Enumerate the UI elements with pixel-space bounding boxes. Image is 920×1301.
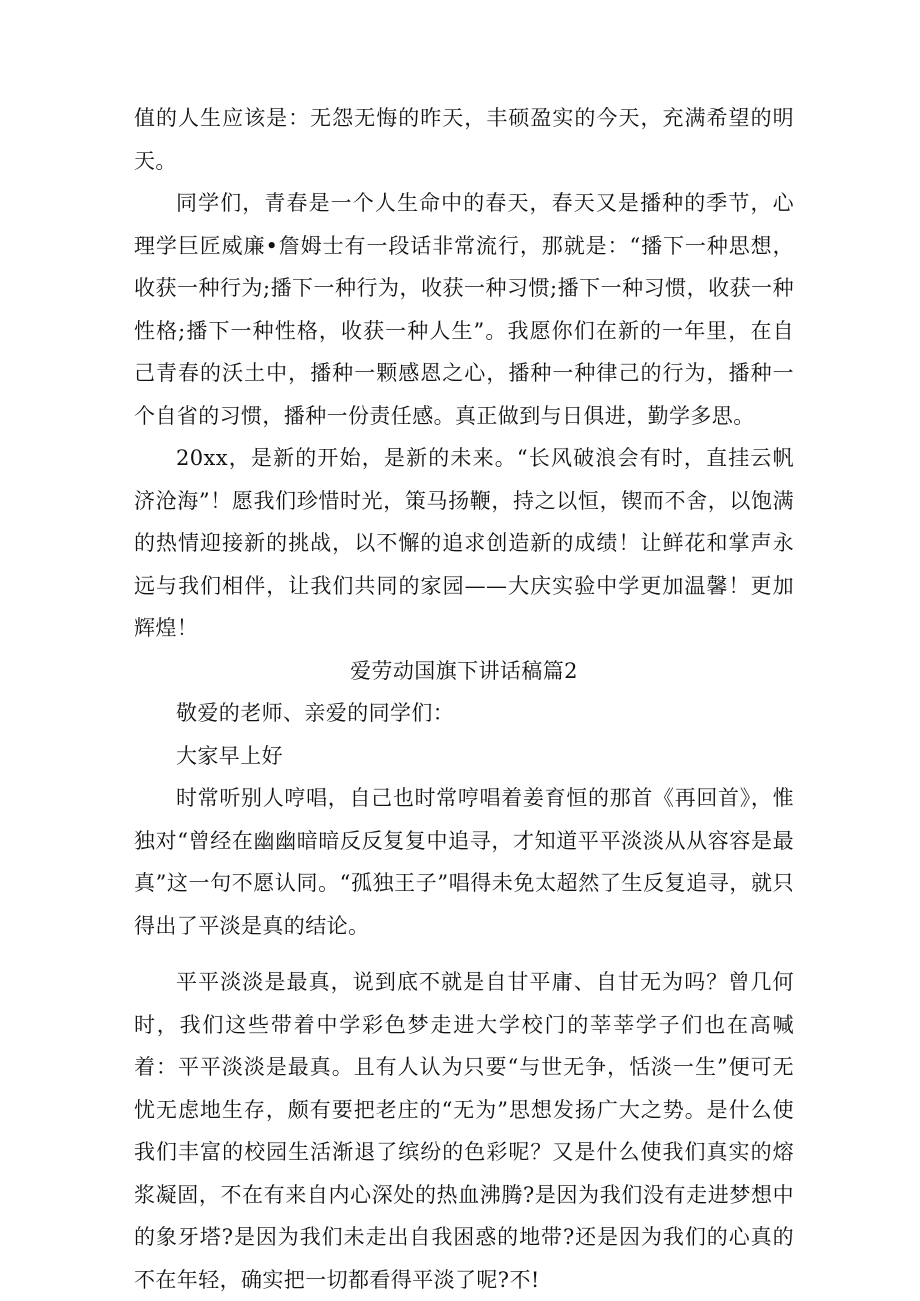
paragraph-song: 时常听别人哼唱，自己也时常哼唱着姜育恒的那首《再回首》，惟独对“曾经在幽幽暗暗反反复复中追寻，才知道平平淡淡从从容容是最真”这一句不愿认同。“孤独王子”唱得未免太超然了生反复追寻，就只得出了平淡是真的结论。 (134, 786, 794, 938)
paragraph-youth: 同学们，青春是一个人生命中的春天，春天又是播种的季节，心理学巨匠威廉•詹姆士有一段话非常流行，那就是：“播下一种思想，收获一种行为;播下一种行为，收获一种习惯;播下一种习惯，收获一种性格;播下一种性格，收获一种人生”。我愿你们在新的一年里，在自己青春的沃土中，播种一颗感恩之心，播种一种律己的行为，播种一个自省的习惯，播种一份责任感。真正做到与日俱进，勤学多思。 (134, 191, 794, 428)
paragraph-plainness: 平平淡淡是最真，说到底不就是自甘平庸、自甘无为吗？曾几何时，我们这些带着中学彩色梦走进大学校门的莘莘学子们也在高喊着：平平淡淡是最真。且有人认为只要“与世无争，恬淡一生”便可无忧无虑地生存，颇有要把老庄的“无为”思想发扬广大之势。是什么使我们丰富的校园生活渐退了缤纷的色彩呢？又是什么使我们真实的熔浆凝固，不在有来自内心深处的热血沸腾?是因为我们没有走进梦想中的象牙塔?是因为我们未走出自我困惑的地带?还是因为我们的心真的不在年轻，确实把一切都看得平淡了呢?不! (134, 970, 794, 1292)
paragraph-gap (134, 947, 794, 961)
paragraph-new-year: 20xx，是新的开始，是新的未来。“长风破浪会有时，直挂云帆济沧海”！愿我们珍惜时光，策马扬鞭，持之以恒，锲而不舍，以饱满的热情迎接新的挑战，以不懈的追求创造新的成绩！让鲜花和掌声永远与我们相伴，让我们共同的家园——大庆实验中学更加温馨！更加辉煌！ (134, 446, 794, 640)
document-page (134, 97, 794, 1301)
salutation: 大家早上好 (176, 743, 283, 768)
section-title: 爱劳动国旗下讲话稿篇2 (350, 658, 578, 683)
paragraph-continued: 值的人生应该是：无怨无悔的昨天，丰硕盈实的今天，充满希望的明天。 (134, 106, 794, 173)
greeting: 敬爱的老师、亲爱的同学们： (176, 701, 455, 725)
